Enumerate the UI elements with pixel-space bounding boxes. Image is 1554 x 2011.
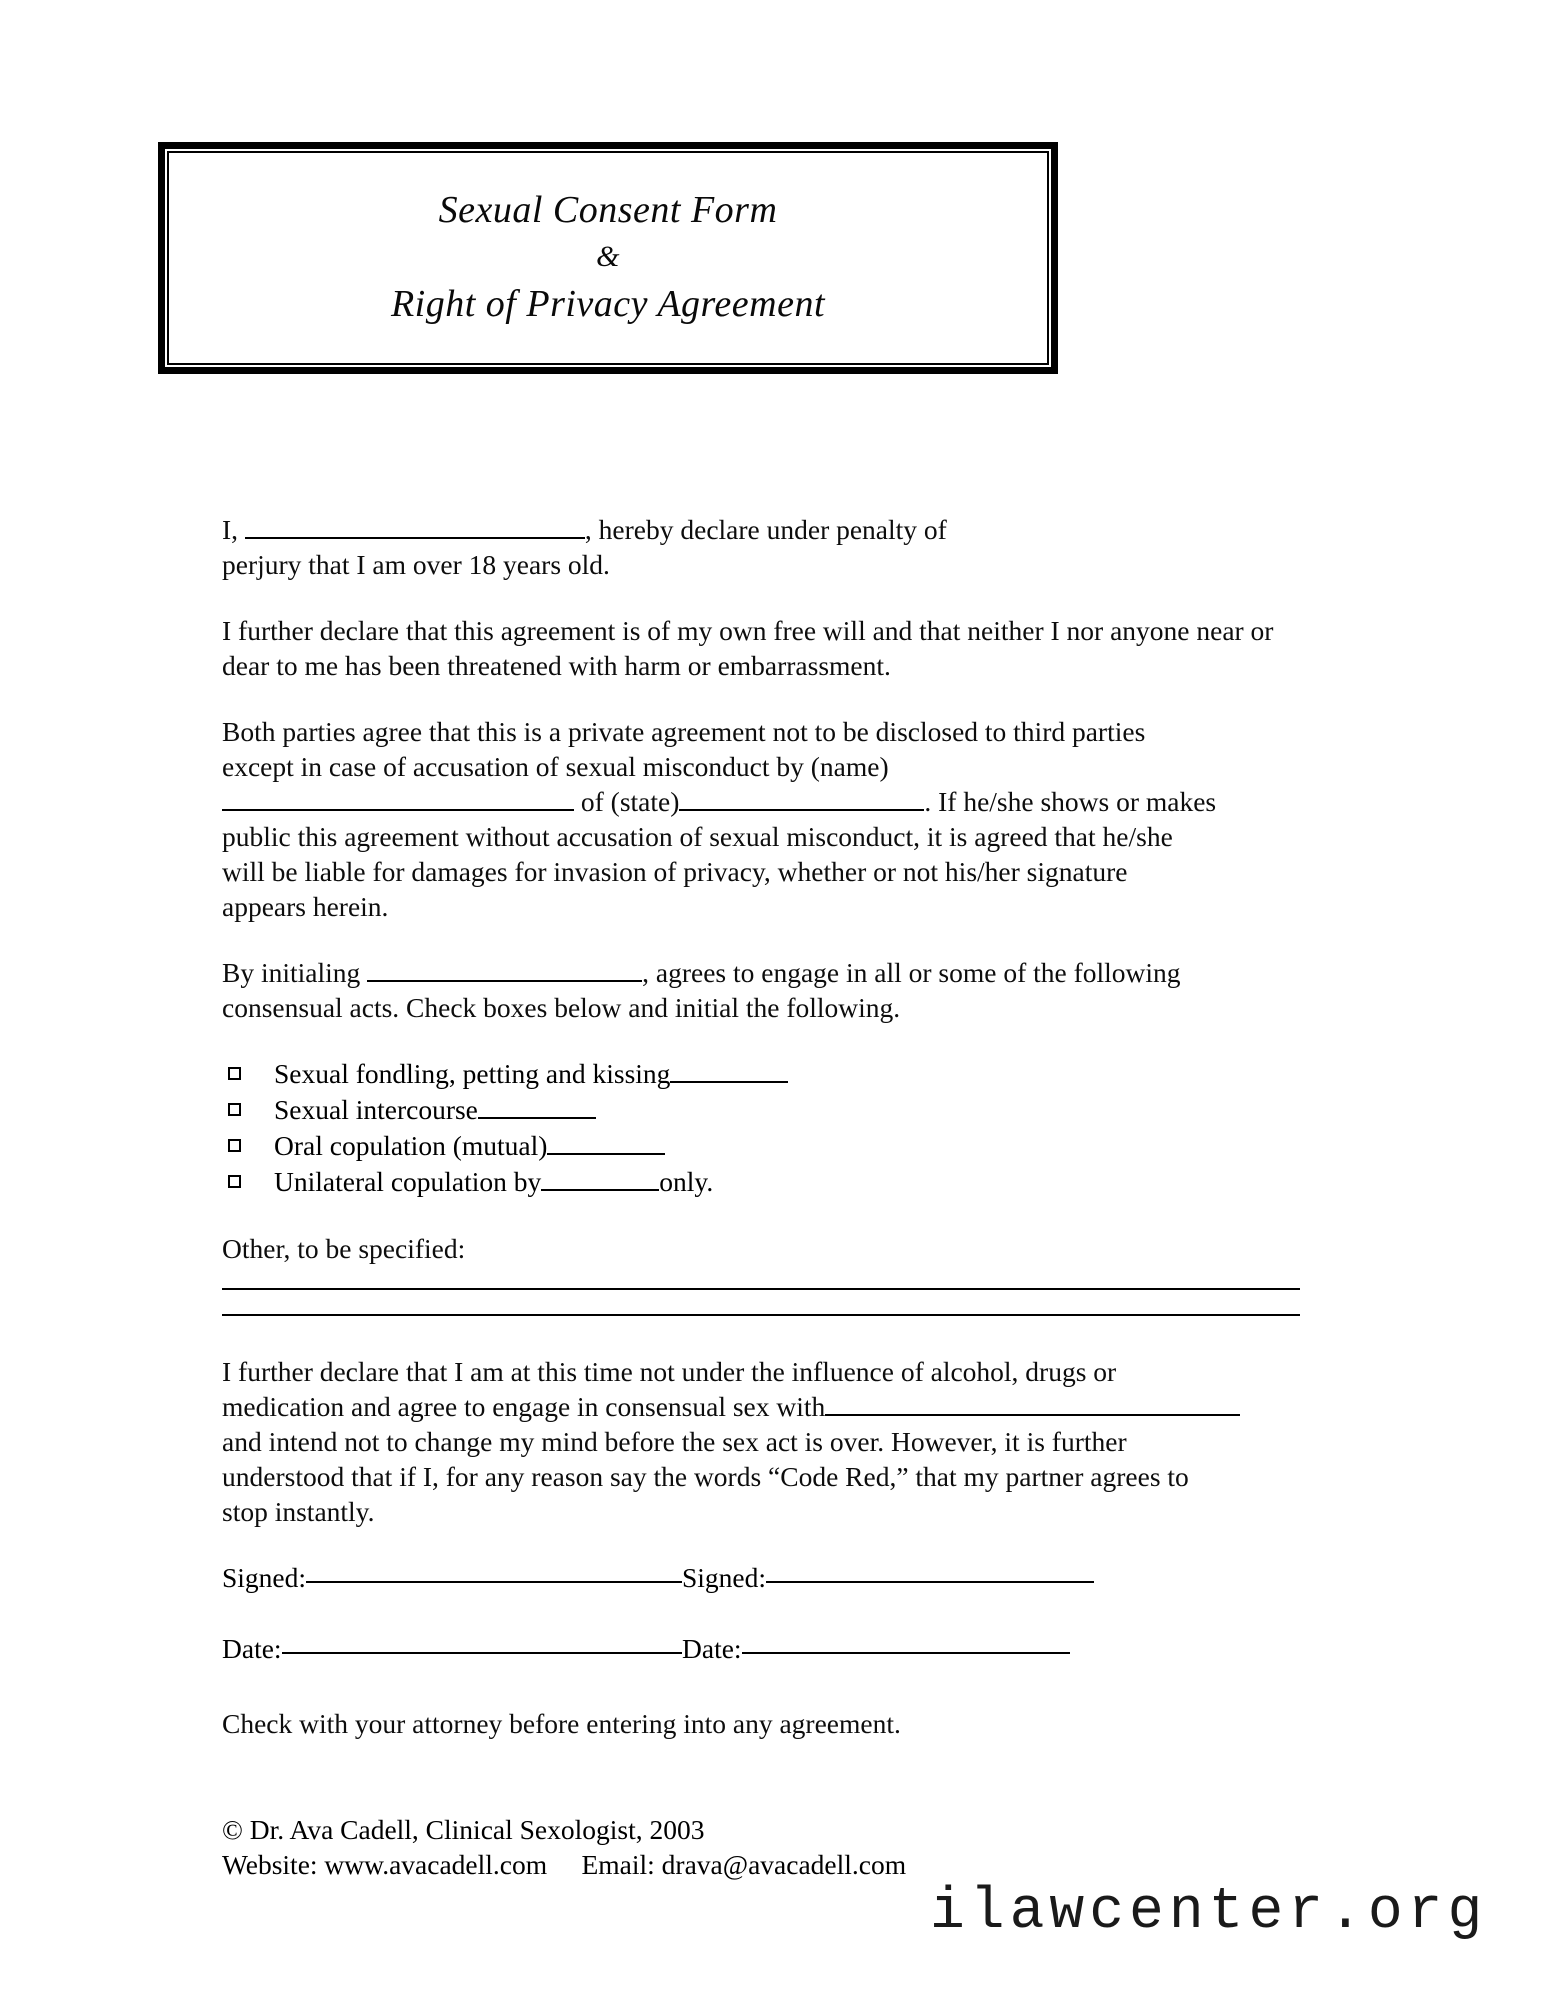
paragraph-influence xyxy=(222,1354,1302,1529)
consent-act-initial-blank[interactable] xyxy=(478,1117,596,1119)
signed-blank-right[interactable] xyxy=(766,1581,1094,1583)
signed-field-left[interactable] xyxy=(222,1560,682,1595)
privacy-text-line-4: public this agreement without accusation of sexual misconduct, it is agreed that he/she xyxy=(222,821,1173,852)
consent-act-text-suffix: only. xyxy=(659,1166,714,1197)
influence-text-line-4: understood that if I, for any reason say the words “Code Red,” that my partner agrees to xyxy=(222,1461,1189,1492)
attorney-disclaimer-note: Check with your attorney before entering into any agreement. xyxy=(222,1708,901,1739)
date-row xyxy=(222,1631,1302,1666)
privacy-of-state-text: of (state) xyxy=(574,786,680,817)
consent-act-text: Unilateral copulation by xyxy=(274,1166,542,1197)
signed-label-left: Signed: xyxy=(222,1562,307,1593)
title-banner xyxy=(158,142,1058,374)
privacy-text-line-1: Both parties agree that this is a private agreement not to be disclosed to third parties xyxy=(222,716,1146,747)
privacy-text-line-3-suffix: . If he/she shows or makes xyxy=(924,786,1217,817)
influence-text-line-2: medication and agree to engage in consensual sex with xyxy=(222,1391,826,1422)
paragraph-free-will: I further declare that this agreement is of my own free will and that neither I nor anyone near or dear to me has been threatened with harm or embarrassment. xyxy=(222,615,1274,681)
date-field-left[interactable] xyxy=(222,1631,682,1666)
name-blank-field[interactable] xyxy=(245,537,585,539)
document-title-line-1: Sexual Consent Form xyxy=(438,189,778,231)
consent-act-label xyxy=(274,1164,1302,1200)
consent-act-initial-blank[interactable] xyxy=(547,1153,665,1155)
signed-row xyxy=(222,1560,1302,1595)
consent-act-text: Sexual fondling, petting and kissing xyxy=(274,1058,671,1089)
influence-text-line-5: stop instantly. xyxy=(222,1496,375,1527)
other-specify-spacer xyxy=(222,1290,1302,1314)
declaration-prefix-text: I, xyxy=(222,514,245,545)
declaration-suffix-text: , hereby declare under penalty of xyxy=(584,514,947,545)
list-item[interactable] xyxy=(222,1092,1302,1128)
state-blank-field[interactable] xyxy=(679,809,924,811)
date-label-left: Date: xyxy=(222,1633,282,1664)
consent-act-text: Oral copulation (mutual) xyxy=(274,1130,548,1161)
signed-blank-left[interactable] xyxy=(306,1581,682,1583)
influence-text-line-1: I further declare that I am at this time not under the influence of alcohol, drugs or xyxy=(222,1356,1117,1387)
copyright-notice: © Dr. Ava Cadell, Clinical Sexologist, 2003 xyxy=(222,1814,705,1845)
initials-blank-field[interactable] xyxy=(367,980,642,982)
consent-act-label xyxy=(274,1056,1302,1092)
initialing-prefix-text: By initialing xyxy=(222,957,368,988)
title-banner-inner-border xyxy=(167,151,1049,365)
date-blank-left[interactable] xyxy=(282,1652,682,1654)
date-label-right: Date: xyxy=(682,1633,742,1664)
other-specify-line-2[interactable] xyxy=(222,1314,1300,1316)
consent-act-text: Sexual intercourse xyxy=(274,1094,478,1125)
checkbox-unchecked-icon[interactable] xyxy=(222,1142,274,1155)
initialing-suffix-text: , agrees to engage in all or some of the following xyxy=(642,957,1181,988)
privacy-text-line-2: except in case of accusation of sexual misconduct by (name) xyxy=(222,751,889,782)
date-blank-right[interactable] xyxy=(742,1652,1070,1654)
consent-act-initial-blank[interactable] xyxy=(541,1189,659,1191)
list-item[interactable] xyxy=(222,1056,1302,1092)
partner-name-blank-field[interactable] xyxy=(825,1414,1240,1416)
checkbox-unchecked-icon[interactable] xyxy=(222,1106,274,1119)
privacy-text-line-5: will be liable for damages for invasion of privacy, whether or not his/her signature xyxy=(222,856,1128,887)
document-body xyxy=(222,512,1302,1741)
paragraph-initialing xyxy=(222,955,1302,1025)
contact-info: Website: www.avacadell.com Email: drava@avacadell.com xyxy=(222,1849,907,1880)
initialing-instruction-text: consensual acts. Check boxes below and initial the following. xyxy=(222,992,901,1023)
misconduct-name-blank-field[interactable] xyxy=(222,809,574,811)
checkbox-unchecked-icon[interactable] xyxy=(222,1070,274,1083)
list-item[interactable] xyxy=(222,1164,1302,1200)
consent-act-label xyxy=(274,1128,1302,1164)
declaration-age-text: perjury that I am over 18 years old. xyxy=(222,549,610,580)
paragraph-privacy xyxy=(222,714,1302,924)
document-title-ampersand: & xyxy=(596,240,620,273)
site-watermark: ilawcenter.org xyxy=(930,1880,1488,1945)
signed-label-right: Signed: xyxy=(682,1562,767,1593)
date-field-right[interactable] xyxy=(682,1631,1070,1666)
consent-act-label xyxy=(274,1092,1302,1128)
checkbox-unchecked-icon[interactable] xyxy=(222,1178,274,1191)
privacy-text-line-6: appears herein. xyxy=(222,891,389,922)
list-item[interactable] xyxy=(222,1128,1302,1164)
paragraph-declaration xyxy=(222,512,1302,582)
signed-field-right[interactable] xyxy=(682,1560,1094,1595)
document-footer xyxy=(222,1812,1322,1882)
other-specify-label: Other, to be specified: xyxy=(222,1233,466,1264)
consent-act-initial-blank[interactable] xyxy=(670,1081,788,1083)
document-title-line-2: Right of Privacy Agreement xyxy=(390,283,826,325)
consent-acts-list xyxy=(222,1056,1302,1200)
influence-text-line-3: and intend not to change my mind before the sex act is over. However, it is further xyxy=(222,1426,1127,1457)
